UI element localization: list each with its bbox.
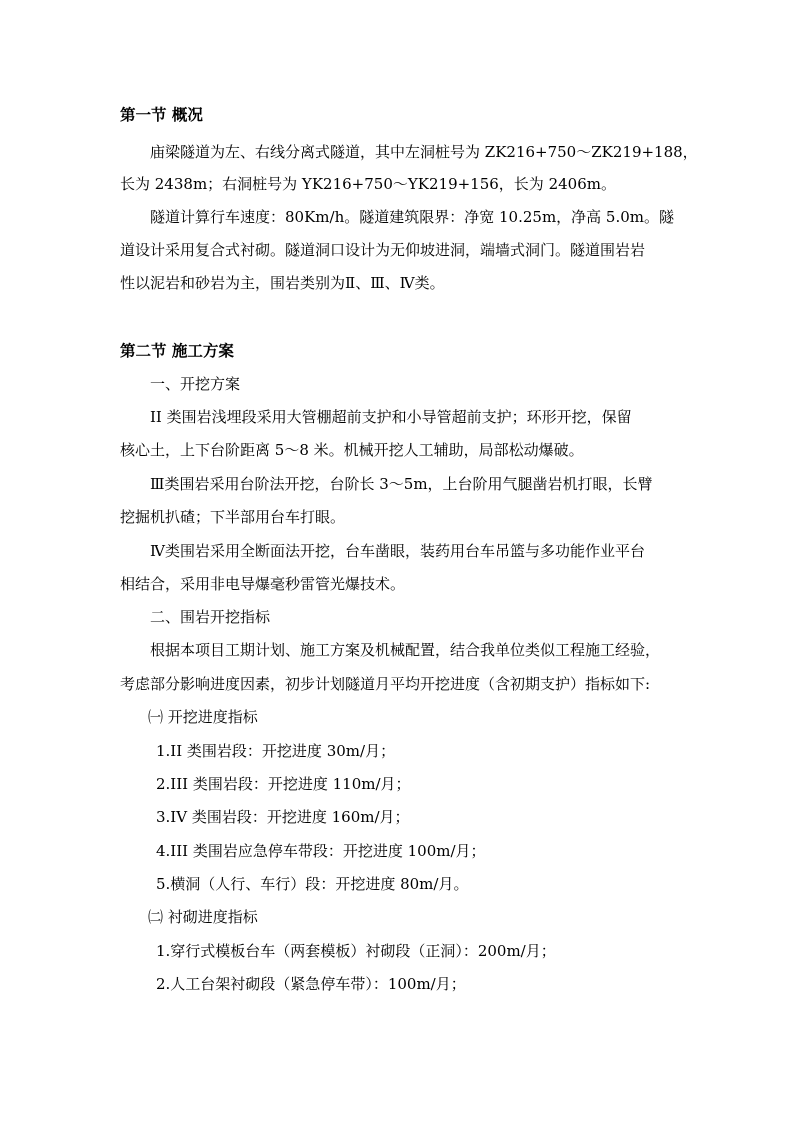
section1-heading: 第一节 概况 — [120, 105, 203, 124]
para-class4-line1: Ⅳ类围岩采用全断面法开挖，台车凿眼，装药用台车吊篮与多功能作业平台 — [150, 542, 645, 560]
list-item: 5.横洞（人行、车行）段：开挖进度 80m/月。 — [156, 875, 469, 893]
list-item: 1.穿行式模板台车（两套模板）衬砌段（正洞）：200m/月； — [156, 942, 556, 960]
para-class3-line2: 挖掘机扒碴；下半部用台车打眼。 — [120, 508, 346, 526]
section1-para1-line2: 长为 2438m；右洞桩号为 YK216+750～YK219+156，长为 2406m。 — [120, 175, 616, 193]
list-title-lining: ㈡ 衬砌进度指标 — [148, 908, 258, 926]
para-class2-line2: 核心土，上下台阶距离 5～8 米。机械开挖人工辅助，局部松动爆破。 — [120, 441, 584, 459]
list-item: 2.人工台架衬砌段（紧急停车带）：100m/月； — [156, 975, 466, 993]
list-item: 1.II 类围岩段：开挖进度 30m/月； — [156, 742, 396, 760]
para-plan-line2: 考虑部分影响进度因素，初步计划隧道月平均开挖进度（含初期支护）指标如下: — [120, 675, 651, 693]
para-class2-line1: II 类围岩浅埋段采用大管棚超前支护和小导管超前支护；环形开挖，保留 — [150, 408, 632, 426]
subheading-excavation-plan: 一、开挖方案 — [150, 375, 241, 393]
list-item: 2.III 类围岩段：开挖进度 110m/月； — [156, 775, 411, 793]
section1-para2-line2: 道设计采用复合式衬砌。隧道洞口设计为无仰坡进洞，端墙式洞门。隧道围岩岩 — [120, 241, 646, 259]
para-class4-line2: 相结合，采用非电导爆毫秒雷管光爆技术。 — [120, 575, 406, 593]
para-plan-line1: 根据本项目工期计划、施工方案及机械配置，结合我单位类似工程施工经验， — [150, 641, 661, 659]
list-title-excavation: ㈠ 开挖进度指标 — [148, 708, 258, 726]
section1-para1-line1: 庙梁隧道为左、右线分离式隧道，其中左洞桩号为 ZK216+750～ZK219+188， — [150, 143, 698, 161]
list-item: 4.III 类围岩应急停车带段：开挖进度 100m/月； — [156, 842, 486, 860]
section2-heading: 第二节 施工方案 — [120, 341, 234, 360]
list-item: 3.IV 类围岩段：开挖进度 160m/月； — [156, 808, 410, 826]
subheading-excavation-indicators: 二、围岩开挖指标 — [150, 608, 271, 626]
section1-para2-line3: 性以泥岩和砂岩为主，围岩类别为Ⅱ、Ⅲ、Ⅳ类。 — [120, 274, 445, 292]
para-class3-line1: Ⅲ类围岩采用台阶法开挖，台阶长 3～5m，上台阶用气腿凿岩机打眼，长臂 — [150, 475, 653, 493]
section1-para2-line1: 隧道计算行车速度：80Km/h。隧道建筑限界：净宽 10.25m，净高 5.0m。隧 — [150, 208, 675, 226]
